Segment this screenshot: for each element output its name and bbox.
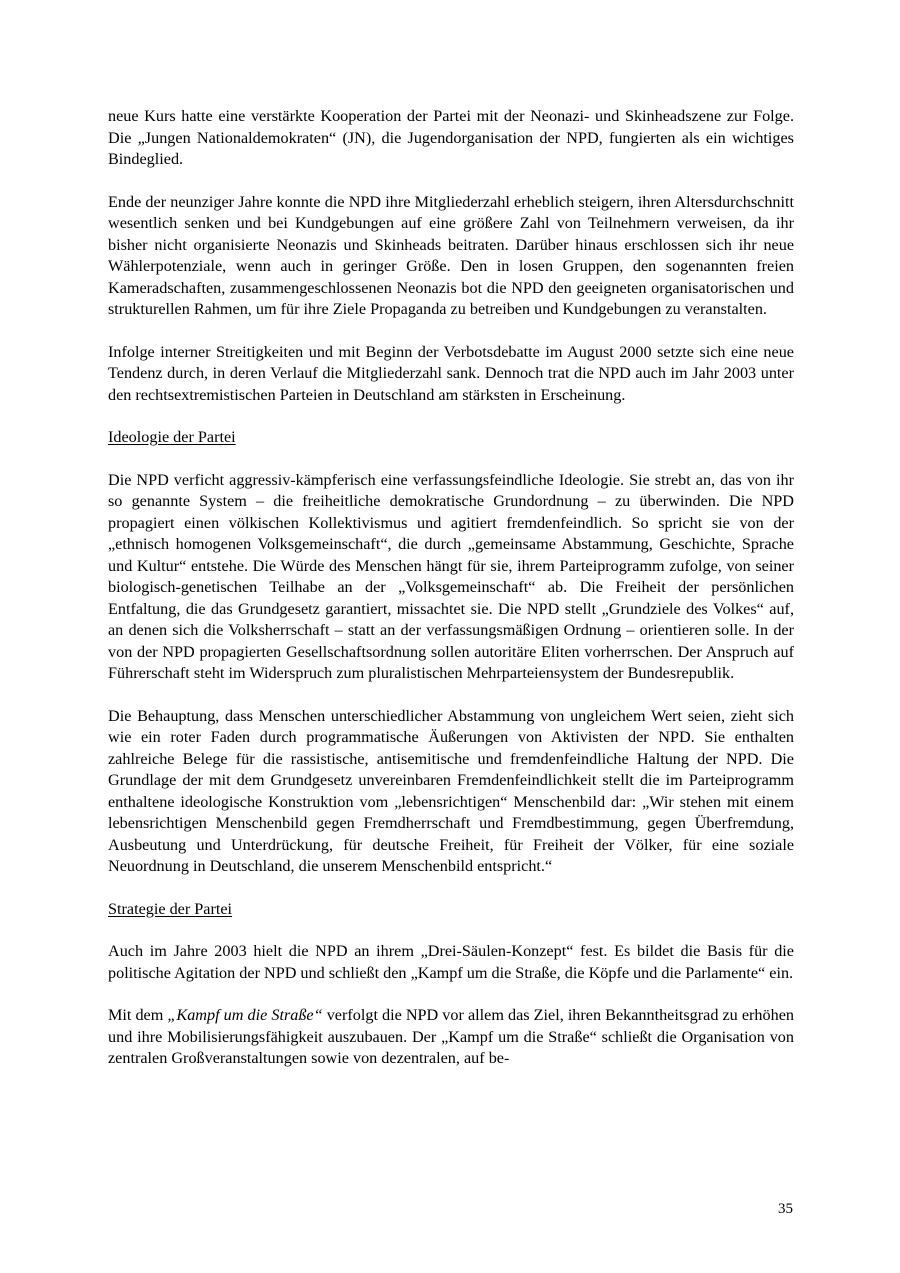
- paragraph-suffix: verfolgt die NPD vor allem das Ziel, ihren Bekanntheitsgrad zu erhöhen und ihre Mobilisierungsfähigkeit auszubauen. Der „Kampf um die Straße“ schließt die Organisation von zentralen Großveranstaltungen sowie von dezentralen, auf be-: [108, 1006, 794, 1067]
- heading-strategie: Strategie der Partei: [108, 899, 233, 918]
- paragraph-menschenbild: Die Behauptung, dass Menschen unterschiedlicher Abstammung von ungleichem Wert seien, zieht sich wie ein roter Faden durch programmatische Äußerungen von Aktivisten der NPD. Sie enthalten zahlreiche Belege für die rassistische, antisemitische und fremdenfeindliche Haltung der NPD. Die Grundlage der mit dem Grundgesetz unvereinbaren Fremdenfeindlichkeit stellt die im Parteiprogramm enthaltene ideologische Konstruktion vom „lebensrichtigen“ Menschenbild dar: „Wir stehen mit einem lebensrichtigen Menschenbild gegen Fremdherrschaft und Fremdbestimmung, gegen Überfremdung, Ausbeutung und Unterdrückung, für deutsche Freiheit, für Freiheit der Völker, für eine soziale Neuordnung in Deutschland, die unserem Menschenbild entspricht.“: [108, 706, 794, 875]
- document-page: [108, 106, 794, 1070]
- paragraph-italic-term: „Kampf um die Straße“: [167, 1006, 323, 1024]
- paragraph-drei-saeulen: Auch im Jahre 2003 hielt die NPD an ihrem „Drei-Säulen-Konzept“ fest. Es bildet die Basis für die politische Agitation der NPD und schließt den „Kampf um die Straße, die Köpfe und die Parlamente“ ein.: [108, 942, 794, 982]
- paragraph-kooperation: neue Kurs hatte eine verstärkte Kooperation der Partei mit der Neonazi- und Skinheadszene zur Folge. Die „Jungen Nationaldemokraten“ (JN), die Jugendorganisation der NPD, fungierten als ein wichtiges Bindeglied.: [108, 107, 794, 168]
- paragraph-prefix: Mit dem: [108, 1006, 168, 1024]
- paragraph-ideologie: Die NPD verficht aggressiv-kämpferisch eine verfassungsfeindliche Ideologie. Sie strebt an, das von ihr so genannte System – die freiheitliche demokratische Grundordnung – zu überwinden. Die NPD propagiert einen völkischen Kollektivismus und agitiert fremdenfeindlich. So spricht sie von der „ethnisch homogenen Volksgemeinschaft“, die durch „gemeinsame Abstammung, Geschichte, Sprache und Kultur“ entstehe. Die Würde des Menschen hängt für sie, ihrem Parteiprogramm zufolge, von seiner biologisch-genetischen Teilhabe an der „Volksgemeinschaft“ ab. Die Freiheit der persönlichen Entfaltung, die das Grundgesetz garantiert, missachtet sie. Die NPD stellt „Grundziele des Volkes“ auf, an denen sich die Volksherrschaft – statt an der verfassungsmäßigen Ordnung – orientieren solle. In der von der NPD propagierten Gesellschaftsordnung sollen autoritäre Eliten vorherrschen. Der Anspruch auf Führerschaft steht im Widerspruch zum pluralistischen Mehrparteiensystem der Bundesrepublik.: [108, 470, 794, 682]
- paragraph-verbotsdebatte: Infolge interner Streitigkeiten und mit Beginn der Verbotsdebatte im August 2000 setzte sich eine neue Tendenz durch, in deren Verlauf die Mitgliederzahl sank. Dennoch trat die NPD auch im Jahr 2003 unter den rechtsextremistischen Parteien in Deutschland am stärksten in Erscheinung.: [108, 342, 794, 404]
- paragraph-mitgliederzahl: Ende der neunziger Jahre konnte die NPD ihre Mitgliederzahl erheblich steigern, ihren Altersdurchschnitt wesentlich senken und bei Kundgebungen auf eine größere Zahl von Teilnehmern verweisen, da ihr bisher nicht organisierte Neonazis und Skinheads beitraten. Darüber hinaus erschlossen sich ihr neue Wählerpotenziale, wenn auch in geringer Größe. Den in losen Gruppen, den sogenannten freien Kameradschaften, zusammengeschlossenen Neonazis bot die NPD den geeigneten organisatorischen und strukturellen Rahmen, um für ihre Ziele Propaganda zu betreiben und Kundgebungen zu veranstalten.: [108, 192, 794, 318]
- page-number: 35: [778, 1201, 793, 1217]
- paragraph-kampf-um-die-strasse: [108, 1005, 794, 1070]
- heading-ideologie: Ideologie der Partei: [108, 428, 236, 446]
